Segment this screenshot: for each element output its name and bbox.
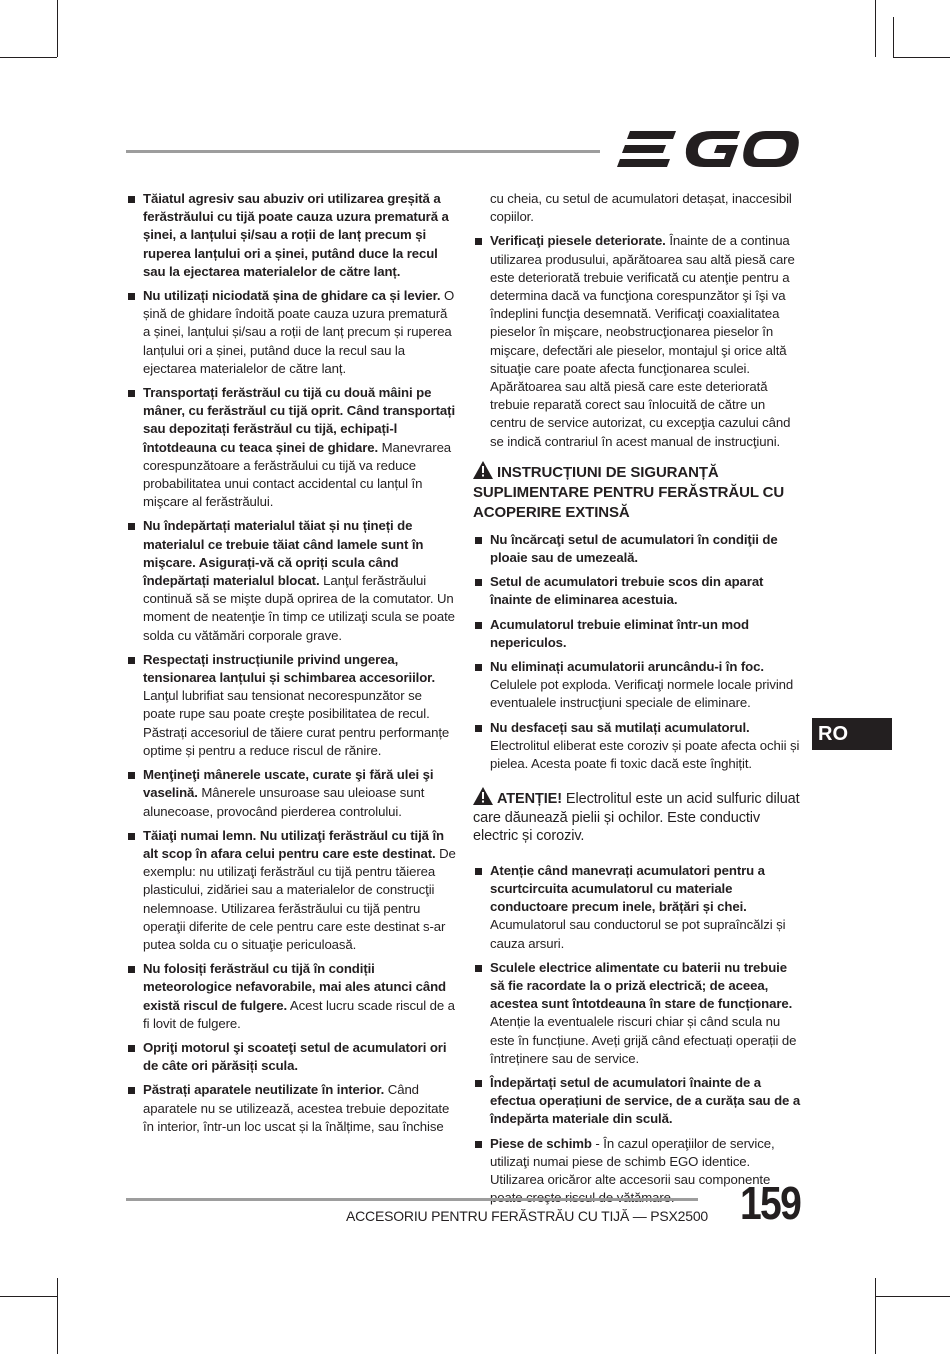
bullet-square-icon	[475, 1141, 482, 1148]
list-item: Atenție când manevrați acumulatori pentru a scurtcircuita acumulatorul cu materiale conductoare precum inele, brățări și chei. Acumulatorul sau conductorul se pot supraîncălzi și cauza arsuri.	[473, 862, 803, 953]
crop-mark	[893, 17, 894, 57]
warning-triangle-icon	[473, 787, 493, 805]
list-item: Verificaţi piesele deteriorate. Înainte de a continua utilizarea produsului, apărătoarea sau altă piesă care este deteriorată trebuie verificată cu atenţie pentru a determina dacă va funcţiona corespunzător şi îşi va îndeplini funcţia desemnată. Verificaţi coaxialitatea pieselor în mişcare, neobstrucţionarea pieselor în mişcare, defectări ale pieselor, montajul şi orice altă situaţie care poate afecta funcţionarea sculei. Apărătoarea sau altă piesă care este deteriorată trebuie reparată corect sau înlocuită de către un centru de service autorizat, cu excepţia cazului când se indică contrariul în acest manual de instrucţiuni.	[473, 232, 803, 450]
list-item: Transportați ferăstrăul cu tijă cu două mâini pe mâner, cu ferăstrăul cu tijă oprit. Când transportați sau depozitați ferăstrăul cu tijă, echipați-l întotdeauna cu teaca șinei de ghidare. Manevrarea corespunzătoare a ferăstrăului cu tijă va reduce probabilitatea unui contact accidental cu lanțul în mişcare al ferăstrăului.	[126, 384, 456, 511]
crop-mark	[57, 0, 58, 57]
bullet-square-icon	[475, 1080, 482, 1087]
footer-rule	[126, 1198, 698, 1201]
bullet-square-icon	[475, 238, 482, 245]
bullet-square-icon	[128, 390, 135, 397]
bullet-square-icon	[475, 725, 482, 732]
bullet-square-icon	[128, 1087, 135, 1094]
bullet-square-icon	[128, 523, 135, 530]
footer-title: ACCESORIU PENTRU FERĂSTRĂU CU TIJĂ — PSX2500	[346, 1208, 709, 1224]
list-item: Nu desfaceți sau să mutilați acumulatorul. Electrolitul eliberat este coroziv și poate afecta ochii și pielea. Acesta poate fi toxic dacă este înghițit.	[473, 719, 803, 774]
page-number: 159	[740, 1177, 801, 1229]
list-item: Nu îndepărtați materialul tăiat și nu țineți de materialul ce trebuie tăiat când lamele sunt în mişcare. Asigurați-vă că opriți scula când îndepărtați materialul blocat. Lanţul ferăstrăului continuă să se mişte după oprirea de la comutator. Un moment de neatenţie în timp ce utilizaţi scula se poate solda cu vătămări corporale grave.	[126, 517, 456, 644]
list-item: Îndepărtați setul de acumulatori înainte de a efectua operațiuni de service, de a curăța sau de a îndepărta materiale din sculă.	[473, 1074, 803, 1129]
ego-logo	[616, 129, 800, 171]
list-item: Nu utilizați niciodată șina de ghidare ca și levier. O șină de ghidare îndoită poate cauza uzura prematură a șinei, lanțului și/sau a roții de lanț precum și ruperea lanțului ori a șinei, putând duce la recul sau la ejectarea materialelor de către lanț.	[126, 287, 456, 378]
bullet-square-icon	[128, 966, 135, 973]
crop-mark	[875, 0, 876, 57]
crop-mark	[875, 1296, 950, 1297]
right-column	[473, 190, 803, 1213]
list-item: Nu folosiți ferăstrăul cu tijă în condiții meteorologice nefavorabile, mai ales atunci când există riscul de fulgere. Acest lucru scade riscul de a fi lovit de fulgere.	[126, 960, 456, 1033]
crop-mark	[875, 1278, 876, 1354]
bullet-square-icon	[475, 965, 482, 972]
list-item: Setul de acumulatori trebuie scos din aparat înainte de eliminarea acestuia.	[473, 573, 803, 609]
bullet-square-icon	[128, 293, 135, 300]
list-item: Nu încărcaţi setul de acumulatori în condiţii de ploaie sau de umezeală.	[473, 531, 803, 567]
list-item: Acumulatorul trebuie eliminat într-un mod nepericulos.	[473, 616, 803, 652]
list-item: Tăiatul agresiv sau abuziv ori utilizarea greșită a ferăstrăului cu tijă poate cauza uzura prematură a șinei, a lanțului și/sau a roții de lanț precum și ruperea lanțului ori a șinei, putând duce la recul sau la ejectarea materialelor de către lanț.	[126, 190, 456, 281]
bullet-square-icon	[128, 833, 135, 840]
bullet-square-icon	[128, 772, 135, 779]
crop-mark	[0, 1296, 57, 1297]
list-item: Nu eliminați acumulatorii aruncându-i în foc. Celulele pot exploda. Verificaţi normele locale privind eventualele instrucţiuni speciale de eliminare.	[473, 658, 803, 713]
crop-mark	[0, 57, 57, 58]
crop-mark	[57, 1278, 58, 1354]
continuation-text: cu cheia, cu setul de acumulatori detașat, inaccesibil copiilor.	[490, 191, 792, 225]
bullet-square-icon	[475, 622, 482, 629]
list-item: Menţineţi mânerele uscate, curate şi fără ulei şi vaselină. Mânerele unsuroase sau uleioase sunt alunecoase, provocând pierderea controlului.	[126, 766, 456, 821]
left-column	[126, 190, 456, 1142]
warning-triangle-icon	[473, 461, 493, 479]
bullet-square-icon	[128, 196, 135, 203]
bullet-square-icon	[128, 657, 135, 664]
list-item: Piese de schimb - În cazul operaţiilor de service, utilizaţi numai piese de schimb EGO identice. Utilizarea oricăror alte accesorii sau componente	[473, 1135, 803, 1208]
bullet-square-icon	[475, 537, 482, 544]
language-tab: RO	[812, 718, 892, 750]
bullet-square-icon	[475, 664, 482, 671]
list-item: Respectați instrucțiunile privind ungerea, tensionarea lanțului și schimbarea accesoriilor. Lanţul lubrifiat sau tensionat necorespunzător se poate rupe sau poate creşte posibilitatea de recul. Păstrați accesoriul de tăiere curat pentru performanțe optime și pentru a reduce riscul de rănire.	[126, 651, 456, 760]
bullet-square-icon	[475, 868, 482, 875]
section-heading: INSTRUCȚIUNI DE SIGURANȚĂ SUPLIMENTARE PENTRU FERĂSTRĂUL CU ACOPERIRE EXTINSĂ	[473, 461, 803, 523]
list-item: Tăiaţi numai lemn. Nu utilizaţi ferăstrăul cu tijă în alt scop în afara celui pentru care este destinat. De exemplu: nu utilizaţi ferăstrăul cu tijă pentru tăierea plasticului, zidăriei sau a materialelor de construcţii nelemnoase. Utilizarea ferăstrăului cu tijă pentru operaţii diferite de cele pentru care este destinat s-ar putea solda cu o situaţie periculoasă.	[126, 827, 456, 954]
attention-note: ATENȚIE! Electrolitul este un acid sulfuric diluat care dăunează pielii și ochilor. Este conductiv electric și coroziv.	[473, 787, 803, 846]
crop-mark	[893, 57, 950, 58]
list-item: Păstrați aparatele neutilizate în interior. Când aparatele nu se utilizează, acestea trebuie depozitate în interior, într-un loc uscat și la înălțime, sau închise	[126, 1081, 456, 1136]
bullet-square-icon	[475, 579, 482, 586]
bullet-square-icon	[128, 1045, 135, 1052]
list-item: Sculele electrice alimentate cu baterii nu trebuie să fie racordate la o priză electrică; de aceea, acestea sunt întotdeauna în stare de funcționare. Atenție la eventualele riscuri chiar și când scula nu este în funcțiune. Aveți grijă când efectuați operații de întreținere sau de service.	[473, 959, 803, 1068]
header-rule	[126, 150, 600, 153]
list-item: Opriţi motorul şi scoateţi setul de acumulatori ori de câte ori părăsiți scula.	[126, 1039, 456, 1075]
